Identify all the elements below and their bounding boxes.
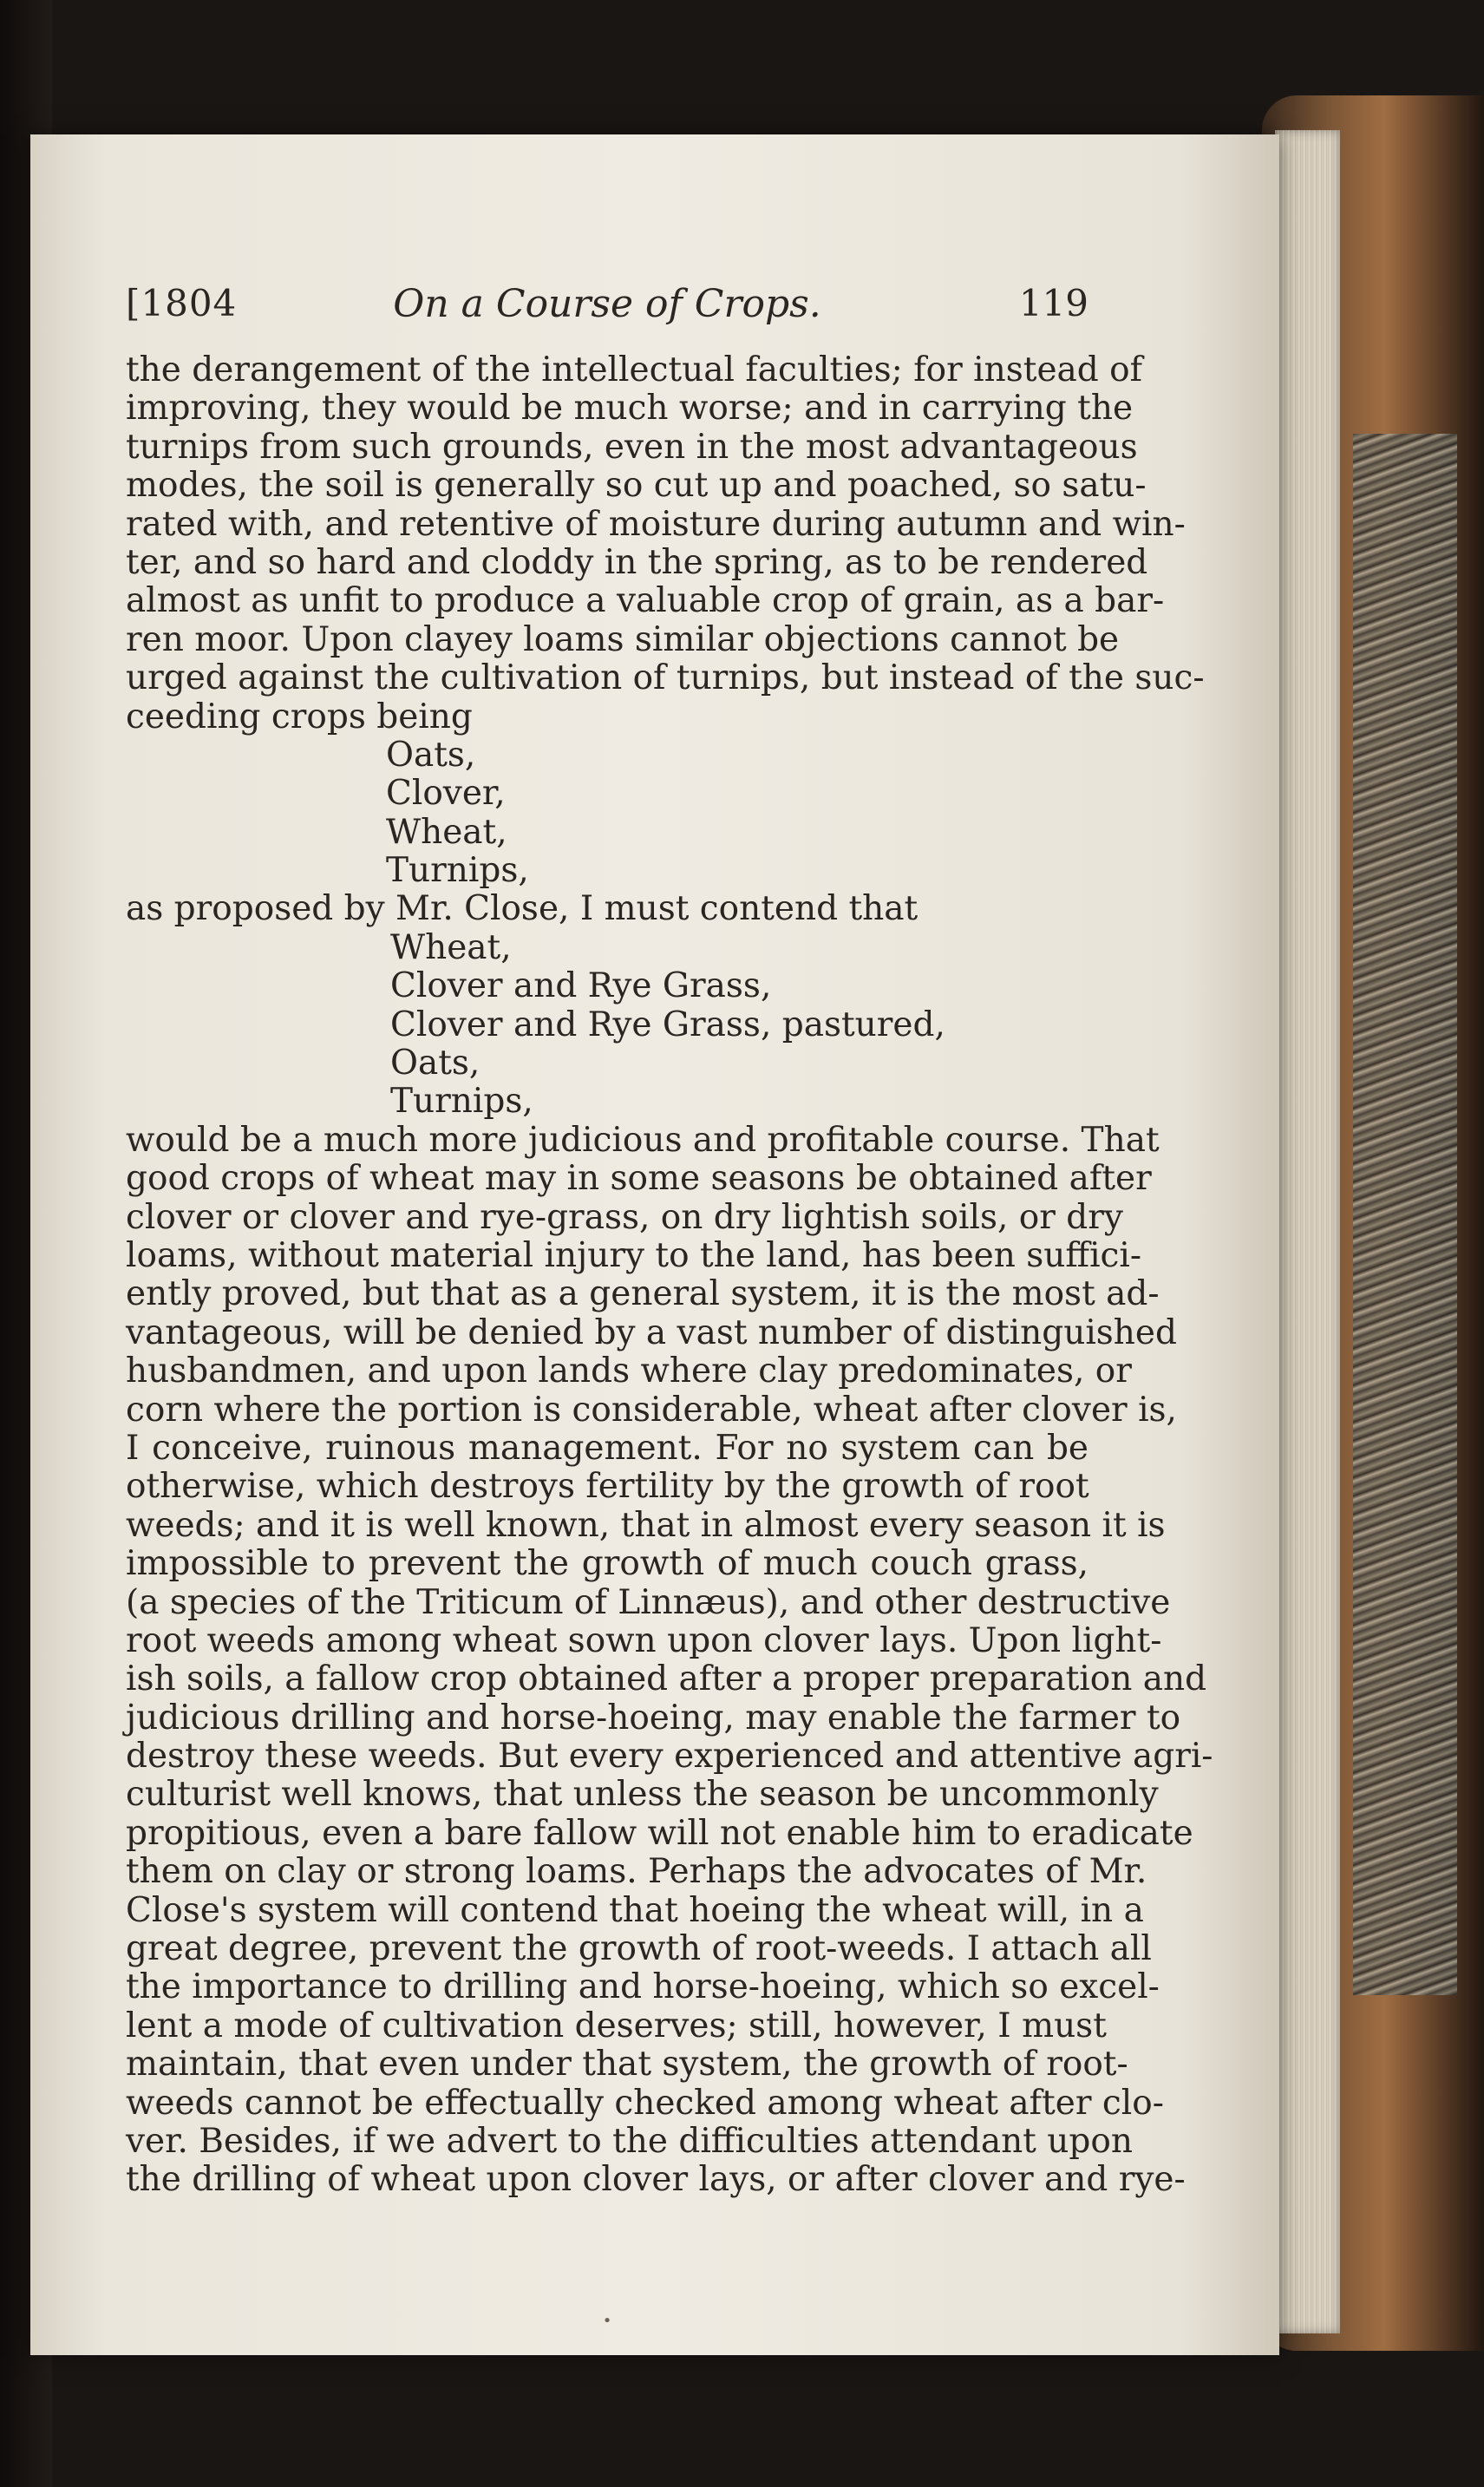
page-edges: [1275, 130, 1340, 2333]
text-line: (a species of the Triticum of Linnæus), and other destructive: [126, 1582, 1171, 1622]
body-text: [126, 350, 1213, 2200]
text-line: maintain, that even under that system, the growth of root-: [126, 2045, 1128, 2084]
text-line: Oats,: [386, 735, 476, 775]
text-line: good crops of wheat may in some seasons be obtained after: [126, 1159, 1152, 1199]
text-line: Turnips,: [386, 851, 529, 891]
text-line: Wheat,: [390, 927, 512, 967]
text-line: ver. Besides, if we advert to the difficulties attendant upon: [126, 2121, 1133, 2161]
page-mark: •: [602, 2312, 612, 2330]
text-line: otherwise, which destroys fertility by the growth of root: [126, 1467, 1089, 1507]
text-line: would be a much more judicious and profitable course. That: [126, 1120, 1160, 1160]
text-line: Turnips,: [390, 1082, 533, 1122]
text-line: the importance to drilling and horse-hoeing, which so excel-: [126, 1967, 1160, 2007]
running-head: [126, 282, 1088, 343]
running-head-year: [1804: [126, 282, 238, 324]
text-line: Clover and Rye Grass,: [390, 966, 772, 1006]
text-line: turnips from such grounds, even in the most advantageous: [126, 427, 1138, 467]
text-line: weeds; and it is well known, that in almost every season it is: [126, 1505, 1166, 1545]
text-line: loams, without material injury to the land, has been suffici-: [126, 1235, 1142, 1275]
text-line: impossible to prevent the growth of much couch grass,: [126, 1544, 1088, 1584]
text-line: the drilling of wheat upon clover lays, or after clover and rye-: [126, 2160, 1186, 2200]
text-line: Wheat,: [386, 812, 507, 852]
text-line: rated with, and retentive of moisture during autumn and win-: [126, 504, 1186, 544]
text-line: weeds cannot be effectually checked among wheat after clo-: [126, 2083, 1164, 2123]
text-line: them on clay or strong loams. Perhaps the advocates of Mr.: [126, 1852, 1147, 1892]
text-line: ceeding crops being: [126, 697, 473, 736]
running-head-title: On a Course of Crops.: [393, 282, 821, 326]
text-line: ish soils, a fallow crop obtained after a proper preparation and: [126, 1659, 1207, 1699]
text-line: the derangement of the intellectual faculties; for instead of: [126, 350, 1143, 389]
text-line: Clover,: [386, 774, 506, 814]
text-line: Clover and Rye Grass, pastured,: [390, 1005, 945, 1044]
text-line: great degree, prevent the growth of root-weeds. I attach all: [126, 1929, 1152, 1969]
text-line: judicious drilling and horse-hoeing, may enable the farmer to: [126, 1698, 1181, 1738]
text-line: lent a mode of cultivation deserves; still, however, I must: [126, 2006, 1107, 2045]
text-line: Oats,: [390, 1044, 481, 1083]
text-line: ter, and so hard and cloddy in the spring, as to be rendered: [126, 542, 1148, 582]
text-line: urged against the cultivation of turnips, but instead of the suc-: [126, 658, 1205, 698]
text-line: culturist well knows, that unless the season be uncommonly: [126, 1775, 1159, 1815]
marbled-endpaper: [1353, 434, 1457, 1995]
text-line: clover or clover and rye-grass, on dry lightish soils, or dry: [126, 1197, 1123, 1237]
text-line: as proposed by Mr. Close, I must contend that: [126, 889, 919, 929]
text-line: husbandmen, and upon lands where clay predominates, or: [126, 1351, 1132, 1391]
text-line: ently proved, but that as a general system, it is the most ad-: [126, 1274, 1160, 1314]
text-line: destroy these weeds. But every experienced and attentive agri-: [126, 1737, 1213, 1777]
text-line: improving, they would be much worse; and in carrying the: [126, 389, 1134, 429]
text-line: modes, the soil is generally so cut up and poached, so satu-: [126, 466, 1147, 506]
text-line: almost as unfit to produce a valuable crop of grain, as a bar-: [126, 581, 1165, 621]
text-line: ren moor. Upon clayey loams similar objections cannot be: [126, 619, 1120, 659]
text-line: propitious, even a bare fallow will not enable him to eradicate: [126, 1813, 1193, 1853]
text-line: Close's system will contend that hoeing the wheat will, in a: [126, 1890, 1144, 1930]
text-line: I conceive, ruinous management. For no system can be: [126, 1428, 1088, 1468]
text-line: root weeds among wheat sown upon clover lays. Upon light-: [126, 1620, 1162, 1660]
text-line: corn where the portion is considerable, wheat after clover is,: [126, 1390, 1177, 1430]
page-number: 119: [1018, 282, 1088, 324]
text-line: vantageous, will be denied by a vast number of distinguished: [126, 1312, 1177, 1352]
